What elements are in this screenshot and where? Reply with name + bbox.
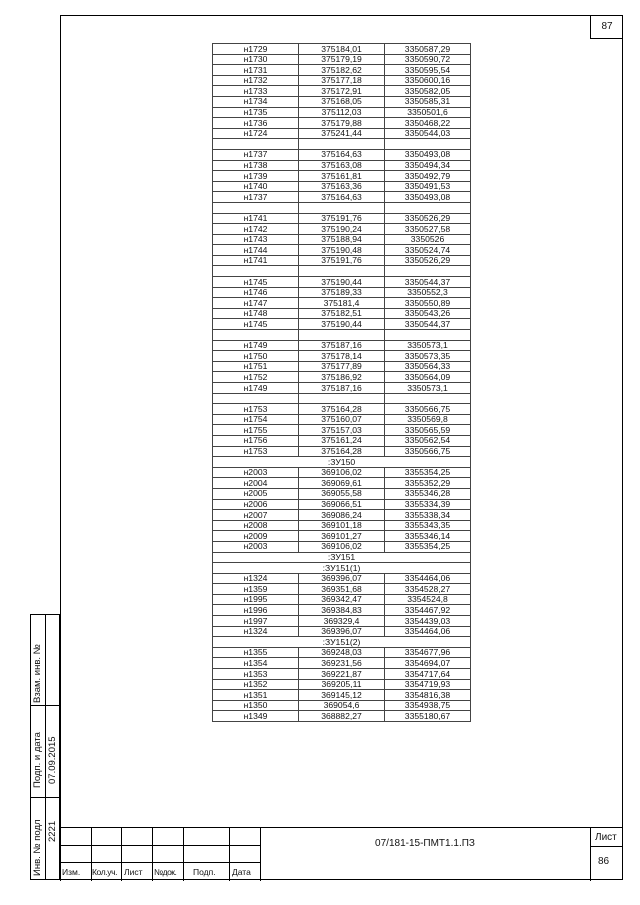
- kol-uch-label: Кол.уч.: [92, 867, 118, 877]
- x-coord-cell: 375164,28: [299, 446, 385, 457]
- point-id-cell: н2007: [213, 510, 299, 521]
- point-id-cell: н1735: [213, 107, 299, 118]
- y-coord-cell: [385, 139, 471, 150]
- x-coord-cell: 369248,03: [299, 647, 385, 658]
- x-coord-cell: 369221,87: [299, 669, 385, 680]
- point-id-cell: н1750: [213, 351, 299, 362]
- x-coord-cell: 375187,16: [299, 340, 385, 351]
- section-label: :ЗУ151: [213, 552, 471, 563]
- table-row: [213, 139, 471, 150]
- table-row: [213, 319, 471, 330]
- point-id-cell: [213, 202, 299, 213]
- table-row: [213, 255, 471, 266]
- y-coord-cell: 3350562,54: [385, 435, 471, 446]
- table-row: [213, 245, 471, 256]
- table-row: [213, 351, 471, 362]
- x-coord-cell: 375177,18: [299, 75, 385, 86]
- table-row: [213, 711, 471, 722]
- x-coord-cell: 375187,16: [299, 383, 385, 394]
- x-coord-cell: 375181,4: [299, 298, 385, 309]
- table-row: [213, 531, 471, 542]
- point-id-cell: н1324: [213, 573, 299, 584]
- y-coord-cell: 3350544,37: [385, 277, 471, 288]
- table-row: [213, 277, 471, 288]
- x-coord-cell: 375163,08: [299, 160, 385, 171]
- y-coord-cell: 3350491,53: [385, 181, 471, 192]
- table-row: [213, 647, 471, 658]
- table-row: [213, 404, 471, 415]
- table-row: [213, 499, 471, 510]
- point-id-cell: н1350: [213, 700, 299, 711]
- y-coord-cell: 3354719,93: [385, 679, 471, 690]
- point-id-cell: н1749: [213, 340, 299, 351]
- table-row: [213, 86, 471, 97]
- table-row: [213, 435, 471, 446]
- section-label: :ЗУ151(1): [213, 563, 471, 574]
- inv-podl-label: Инв. № подл: [32, 819, 43, 876]
- y-coord-cell: 3350566,75: [385, 404, 471, 415]
- table-row: [213, 224, 471, 235]
- x-coord-cell: 375182,51: [299, 308, 385, 319]
- point-id-cell: [213, 266, 299, 277]
- table-row: [213, 584, 471, 595]
- table-row: [213, 383, 471, 394]
- point-id-cell: н2008: [213, 520, 299, 531]
- point-id-cell: н1752: [213, 372, 299, 383]
- point-id-cell: н1359: [213, 584, 299, 595]
- x-coord-cell: [299, 266, 385, 277]
- y-coord-cell: 3355352,29: [385, 478, 471, 489]
- point-id-cell: н1724: [213, 128, 299, 139]
- point-id-cell: н1738: [213, 160, 299, 171]
- point-id-cell: н1324: [213, 626, 299, 637]
- table-row: [213, 192, 471, 203]
- x-coord-cell: 369106,02: [299, 467, 385, 478]
- y-coord-cell: 3350526,29: [385, 255, 471, 266]
- table-row: [213, 563, 471, 574]
- point-id-cell: н1995: [213, 594, 299, 605]
- y-coord-cell: 3350587,29: [385, 44, 471, 55]
- y-coord-cell: [385, 202, 471, 213]
- table-row: [213, 552, 471, 563]
- point-id-cell: н1737: [213, 149, 299, 160]
- x-coord-cell: 375179,88: [299, 118, 385, 129]
- y-coord-cell: 3355354,25: [385, 541, 471, 552]
- x-coord-cell: 369106,02: [299, 541, 385, 552]
- point-id-cell: н1730: [213, 54, 299, 65]
- point-id-cell: н2006: [213, 499, 299, 510]
- y-coord-cell: 3355338,34: [385, 510, 471, 521]
- y-coord-cell: 3350468,22: [385, 118, 471, 129]
- x-coord-cell: 375168,05: [299, 96, 385, 107]
- table-row: [213, 393, 471, 404]
- y-coord-cell: 3354677,96: [385, 647, 471, 658]
- point-id-cell: н1748: [213, 308, 299, 319]
- table-row: [213, 330, 471, 341]
- x-coord-cell: 375188,94: [299, 234, 385, 245]
- x-coord-cell: 369101,18: [299, 520, 385, 531]
- y-coord-cell: 3354439,03: [385, 616, 471, 627]
- y-coord-cell: 3350492,79: [385, 171, 471, 182]
- point-id-cell: н2003: [213, 467, 299, 478]
- x-coord-cell: 375164,63: [299, 192, 385, 203]
- point-id-cell: н1997: [213, 616, 299, 627]
- point-id-cell: н1746: [213, 287, 299, 298]
- x-coord-cell: 369396,07: [299, 573, 385, 584]
- x-coord-cell: 375157,03: [299, 425, 385, 436]
- vzam-inv-label: Взам. инв. №: [32, 644, 43, 703]
- inv-podl-value: 2221: [47, 820, 58, 842]
- point-id-cell: [213, 330, 299, 341]
- x-coord-cell: 369205,11: [299, 679, 385, 690]
- point-id-cell: [213, 393, 299, 404]
- table-row: [213, 181, 471, 192]
- y-coord-cell: [385, 330, 471, 341]
- table-row: [213, 573, 471, 584]
- table-row: [213, 96, 471, 107]
- x-coord-cell: 369231,56: [299, 658, 385, 669]
- izm-label: Изм.: [62, 867, 81, 877]
- table-row: [213, 700, 471, 711]
- table-row: [213, 149, 471, 160]
- y-coord-cell: 3350550,89: [385, 298, 471, 309]
- table-row: [213, 510, 471, 521]
- point-id-cell: н1756: [213, 435, 299, 446]
- table-row: [213, 478, 471, 489]
- x-coord-cell: 375163,36: [299, 181, 385, 192]
- x-coord-cell: 375186,92: [299, 372, 385, 383]
- y-coord-cell: [385, 393, 471, 404]
- x-coord-cell: 375112,03: [299, 107, 385, 118]
- x-coord-cell: [299, 202, 385, 213]
- page-number-box: [590, 15, 623, 39]
- ndok-label: №док.: [154, 867, 177, 877]
- table-row: [213, 637, 471, 648]
- table-row: [213, 616, 471, 627]
- table-row: [213, 340, 471, 351]
- point-id-cell: н1743: [213, 234, 299, 245]
- sheet-label: Лист: [595, 832, 617, 843]
- table-row: [213, 446, 471, 457]
- y-coord-cell: 3350585,31: [385, 96, 471, 107]
- x-coord-cell: 369342,47: [299, 594, 385, 605]
- y-coord-cell: 3350526,29: [385, 213, 471, 224]
- table-row: [213, 171, 471, 182]
- x-coord-cell: 375161,81: [299, 171, 385, 182]
- y-coord-cell: 3354694,07: [385, 658, 471, 669]
- table-row: [213, 308, 471, 319]
- point-id-cell: н1739: [213, 171, 299, 182]
- y-coord-cell: 3355346,14: [385, 531, 471, 542]
- point-id-cell: н1737: [213, 192, 299, 203]
- x-coord-cell: 375161,24: [299, 435, 385, 446]
- table-row: [213, 658, 471, 669]
- table-row: [213, 298, 471, 309]
- point-id-cell: н1353: [213, 669, 299, 680]
- point-id-cell: н1751: [213, 361, 299, 372]
- y-coord-cell: 3350544,03: [385, 128, 471, 139]
- x-coord-cell: 375191,76: [299, 255, 385, 266]
- table-row: [213, 266, 471, 277]
- table-row: [213, 202, 471, 213]
- y-coord-cell: 3355343,35: [385, 520, 471, 531]
- y-coord-cell: 3354464,06: [385, 573, 471, 584]
- point-id-cell: н1736: [213, 118, 299, 129]
- x-coord-cell: 375190,24: [299, 224, 385, 235]
- x-coord-cell: 375179,19: [299, 54, 385, 65]
- table-row: [213, 679, 471, 690]
- y-coord-cell: 3354467,92: [385, 605, 471, 616]
- y-coord-cell: 3350524,74: [385, 245, 471, 256]
- table-row: [213, 234, 471, 245]
- x-coord-cell: 369055,58: [299, 488, 385, 499]
- title-block: [60, 827, 623, 880]
- point-id-cell: н1754: [213, 414, 299, 425]
- podp-data-label: Подп. и дата: [32, 732, 43, 788]
- y-coord-cell: 3350573,1: [385, 340, 471, 351]
- table-row: [213, 541, 471, 552]
- table-row: [213, 690, 471, 701]
- point-id-cell: н1741: [213, 213, 299, 224]
- y-coord-cell: 3350590,72: [385, 54, 471, 65]
- table-row: [213, 107, 471, 118]
- y-coord-cell: 3350573,35: [385, 351, 471, 362]
- x-coord-cell: 375164,28: [299, 404, 385, 415]
- podp-data-value: 07.09.2015: [47, 736, 58, 784]
- x-coord-cell: [299, 393, 385, 404]
- table-row: [213, 467, 471, 478]
- sheet-number: 86: [598, 856, 610, 867]
- point-id-cell: н1351: [213, 690, 299, 701]
- point-id-cell: н2009: [213, 531, 299, 542]
- x-coord-cell: 369069,61: [299, 478, 385, 489]
- y-coord-cell: 3354524,8: [385, 594, 471, 605]
- x-coord-cell: 375189,33: [299, 287, 385, 298]
- y-coord-cell: 3355334,39: [385, 499, 471, 510]
- y-coord-cell: 3350573,1: [385, 383, 471, 394]
- point-id-cell: н1749: [213, 383, 299, 394]
- podp-label: Подп.: [193, 867, 216, 877]
- point-id-cell: н2005: [213, 488, 299, 499]
- point-id-cell: н2004: [213, 478, 299, 489]
- x-coord-cell: 375241,44: [299, 128, 385, 139]
- point-id-cell: н1355: [213, 647, 299, 658]
- point-id-cell: н1733: [213, 86, 299, 97]
- table-row: [213, 372, 471, 383]
- point-id-cell: н1755: [213, 425, 299, 436]
- point-id-cell: н1729: [213, 44, 299, 55]
- table-row: [213, 44, 471, 55]
- y-coord-cell: 3354938,75: [385, 700, 471, 711]
- y-coord-cell: 3350600,16: [385, 75, 471, 86]
- point-id-cell: н1742: [213, 224, 299, 235]
- y-coord-cell: 3350493,08: [385, 192, 471, 203]
- table-row: [213, 118, 471, 129]
- table-row: [213, 605, 471, 616]
- table-row: [213, 160, 471, 171]
- x-coord-cell: 375172,91: [299, 86, 385, 97]
- point-id-cell: н1732: [213, 75, 299, 86]
- y-coord-cell: 3350564,09: [385, 372, 471, 383]
- point-id-cell: н1349: [213, 711, 299, 722]
- x-coord-cell: 369086,24: [299, 510, 385, 521]
- y-coord-cell: 3350501,6: [385, 107, 471, 118]
- y-coord-cell: 3350493,08: [385, 149, 471, 160]
- y-coord-cell: 3350564,33: [385, 361, 471, 372]
- point-id-cell: н1354: [213, 658, 299, 669]
- table-row: [213, 488, 471, 499]
- point-id-cell: н1744: [213, 245, 299, 256]
- y-coord-cell: 3350595,54: [385, 65, 471, 76]
- table-row: [213, 361, 471, 372]
- point-id-cell: н1740: [213, 181, 299, 192]
- x-coord-cell: 375190,44: [299, 319, 385, 330]
- table-row: [213, 594, 471, 605]
- stamp-podp-data: [30, 706, 60, 798]
- table-row: [213, 669, 471, 680]
- x-coord-cell: 369054,6: [299, 700, 385, 711]
- x-coord-cell: 369066,51: [299, 499, 385, 510]
- point-id-cell: н1745: [213, 277, 299, 288]
- point-id-cell: н1745: [213, 319, 299, 330]
- y-coord-cell: 3350494,34: [385, 160, 471, 171]
- point-id-cell: н1747: [213, 298, 299, 309]
- y-coord-cell: 3350582,05: [385, 86, 471, 97]
- table-row: [213, 457, 471, 468]
- y-coord-cell: 3354717,64: [385, 669, 471, 680]
- table-row: [213, 75, 471, 86]
- x-coord-cell: 369145,12: [299, 690, 385, 701]
- section-label: :ЗУ151(2): [213, 637, 471, 648]
- document-code: 07/181-15-ПМТ1.1.ПЗ: [375, 838, 475, 849]
- point-id-cell: н1753: [213, 446, 299, 457]
- coordinates-table-body: [213, 44, 471, 722]
- x-coord-cell: 375190,48: [299, 245, 385, 256]
- x-coord-cell: 375184,01: [299, 44, 385, 55]
- point-id-cell: [213, 139, 299, 150]
- page-number: 87: [601, 21, 613, 32]
- x-coord-cell: 375160,07: [299, 414, 385, 425]
- x-coord-cell: [299, 139, 385, 150]
- table-row: [213, 213, 471, 224]
- table-row: [213, 128, 471, 139]
- point-id-cell: н1734: [213, 96, 299, 107]
- y-coord-cell: 3355354,25: [385, 467, 471, 478]
- y-coord-cell: 3354528,27: [385, 584, 471, 595]
- coordinates-table: [212, 43, 471, 722]
- x-coord-cell: 369396,07: [299, 626, 385, 637]
- section-label: :ЗУ150: [213, 457, 471, 468]
- y-coord-cell: 3350569,8: [385, 414, 471, 425]
- table-row: [213, 287, 471, 298]
- x-coord-cell: 375190,44: [299, 277, 385, 288]
- point-id-cell: н2003: [213, 541, 299, 552]
- x-coord-cell: 369329,4: [299, 616, 385, 627]
- y-coord-cell: [385, 266, 471, 277]
- y-coord-cell: 3350543,26: [385, 308, 471, 319]
- x-coord-cell: 369351,68: [299, 584, 385, 595]
- x-coord-cell: 375164,63: [299, 149, 385, 160]
- y-coord-cell: 3350552,3: [385, 287, 471, 298]
- y-coord-cell: 3354464,06: [385, 626, 471, 637]
- y-coord-cell: 3354816,38: [385, 690, 471, 701]
- stamp-inv-podl: [30, 798, 60, 880]
- table-row: [213, 414, 471, 425]
- list-label: Лист: [124, 867, 143, 877]
- x-coord-cell: 375177,89: [299, 361, 385, 372]
- table-row: [213, 65, 471, 76]
- x-coord-cell: 368882,27: [299, 711, 385, 722]
- x-coord-cell: [299, 330, 385, 341]
- table-row: [213, 626, 471, 637]
- table-row: [213, 520, 471, 531]
- point-id-cell: н1753: [213, 404, 299, 415]
- y-coord-cell: 3350527,58: [385, 224, 471, 235]
- point-id-cell: н1731: [213, 65, 299, 76]
- y-coord-cell: 3350566,75: [385, 446, 471, 457]
- point-id-cell: н1741: [213, 255, 299, 266]
- x-coord-cell: 369101,27: [299, 531, 385, 542]
- x-coord-cell: 369384,83: [299, 605, 385, 616]
- y-coord-cell: 3355346,28: [385, 488, 471, 499]
- y-coord-cell: 3355180,67: [385, 711, 471, 722]
- x-coord-cell: 375191,76: [299, 213, 385, 224]
- table-row: [213, 54, 471, 65]
- x-coord-cell: 375182,62: [299, 65, 385, 76]
- y-coord-cell: 3350526: [385, 234, 471, 245]
- stamp-vzam-inv: [30, 614, 60, 706]
- data-label: Дата: [232, 867, 251, 877]
- table-row: [213, 425, 471, 436]
- y-coord-cell: 3350565,59: [385, 425, 471, 436]
- x-coord-cell: 375178,14: [299, 351, 385, 362]
- y-coord-cell: 3350544,37: [385, 319, 471, 330]
- point-id-cell: н1352: [213, 679, 299, 690]
- point-id-cell: н1996: [213, 605, 299, 616]
